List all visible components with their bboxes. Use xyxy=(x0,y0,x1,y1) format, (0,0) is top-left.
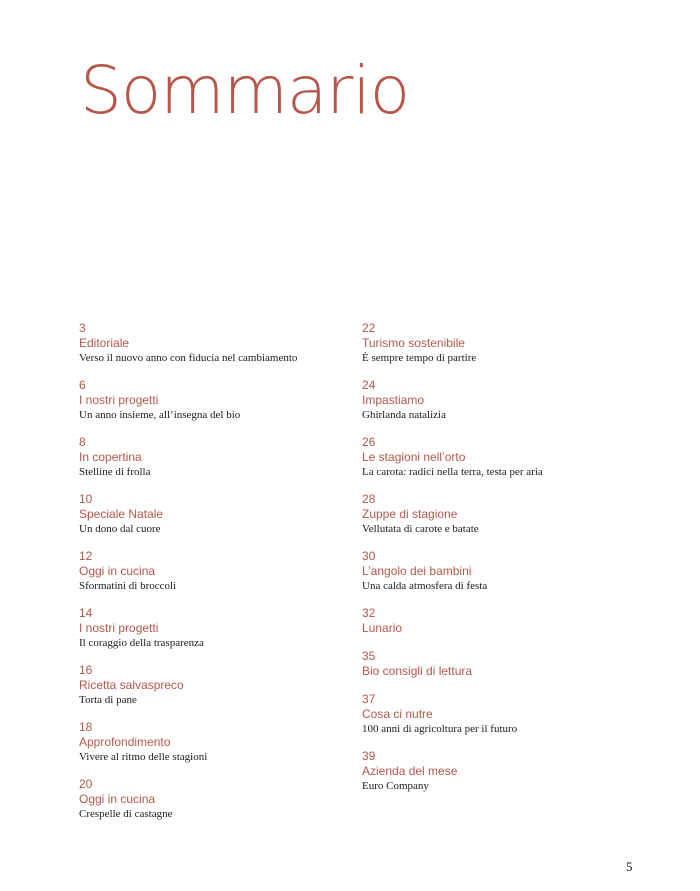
toc-subtitle: Ghirlanda natalizia xyxy=(362,409,446,421)
toc-subtitle: Un dono dal cuore xyxy=(79,523,161,535)
toc-subtitle: Vivere al ritmo delle stagioni xyxy=(79,751,208,763)
toc-subtitle: Crespelle di castagne xyxy=(79,808,173,820)
toc-page-number: 16 xyxy=(79,663,93,677)
toc-section: In copertina xyxy=(79,450,142,464)
toc-subtitle: È sempre tempo di partire xyxy=(362,352,477,364)
toc-page-number: 18 xyxy=(79,720,93,734)
toc-subtitle: Verso il nuovo anno con fiducia nel cambiamento xyxy=(79,352,298,364)
toc-section: Le stagioni nell’orto xyxy=(362,450,466,464)
toc-entry[interactable] xyxy=(79,777,359,821)
toc-section: Lunario xyxy=(362,621,403,635)
toc-subtitle: Vellutata di carote e batate xyxy=(362,523,479,535)
toc-entry[interactable] xyxy=(79,378,359,422)
toc-subtitle: Una calda atmosfera di festa xyxy=(362,580,488,592)
toc-section: Oggi in cucina xyxy=(79,564,156,578)
toc-page-number: 24 xyxy=(362,378,376,392)
toc-section: Oggi in cucina xyxy=(79,792,156,806)
toc-page-number: 35 xyxy=(362,649,376,663)
toc-subtitle: Il coraggio della trasparenza xyxy=(79,637,204,649)
page-title: Sommario xyxy=(80,52,410,129)
toc-entry[interactable] xyxy=(362,749,662,793)
toc-entry[interactable] xyxy=(79,606,359,650)
toc-section: Editoriale xyxy=(79,336,130,350)
toc-entry[interactable] xyxy=(79,492,359,536)
toc-entry[interactable] xyxy=(79,321,359,365)
toc-section: I nostri progetti xyxy=(79,621,159,635)
toc-entry[interactable] xyxy=(79,663,359,707)
toc-page-number: 20 xyxy=(79,777,93,791)
toc-section: I nostri progetti xyxy=(79,393,159,407)
toc-section: Bio consigli di lettura xyxy=(362,664,473,678)
toc-page-number: 3 xyxy=(79,321,86,335)
toc-subtitle: Euro Company xyxy=(362,780,429,792)
toc-entry[interactable] xyxy=(362,321,662,365)
toc-entry[interactable] xyxy=(362,606,662,636)
toc-subtitle: Torta di pane xyxy=(79,694,137,706)
toc-page-number: 6 xyxy=(79,378,86,392)
toc-subtitle: 100 anni di agricoltura per il futuro xyxy=(362,723,518,735)
toc-page-number: 39 xyxy=(362,749,376,763)
toc-page-number: 37 xyxy=(362,692,376,706)
toc-subtitle: Un anno insieme, all’insegna del bio xyxy=(79,409,241,421)
toc-section: Azienda del mese xyxy=(362,764,458,778)
toc-entry[interactable] xyxy=(362,378,662,422)
toc-entry[interactable] xyxy=(79,720,359,764)
toc-section: L’angolo dei bambini xyxy=(362,564,472,578)
page-number: 5 xyxy=(626,859,633,874)
toc-page-number: 28 xyxy=(362,492,376,506)
toc-entry[interactable] xyxy=(79,435,359,479)
toc-subtitle: Sformatini di broccoli xyxy=(79,580,177,592)
toc-entry[interactable] xyxy=(362,649,662,679)
toc-entry[interactable] xyxy=(362,435,662,479)
toc-page-number: 8 xyxy=(79,435,86,449)
toc-page-number: 30 xyxy=(362,549,376,563)
toc-page-number: 32 xyxy=(362,606,376,620)
toc-section: Speciale Natale xyxy=(79,507,164,521)
toc-subtitle: La carota: radici nella terra, testa per aria xyxy=(362,466,543,478)
toc-page-number: 10 xyxy=(79,492,93,506)
toc-section: Cosa ci nutre xyxy=(362,707,433,721)
toc-section: Approfondimento xyxy=(79,735,171,749)
toc-entry[interactable] xyxy=(362,692,662,736)
toc-entry[interactable] xyxy=(362,549,662,593)
toc-page-number: 12 xyxy=(79,549,93,563)
toc-page-number: 14 xyxy=(79,606,93,620)
toc-section: Ricetta salvaspreco xyxy=(79,678,184,692)
toc-page-number: 26 xyxy=(362,435,376,449)
toc-subtitle: Stelline di frolla xyxy=(79,466,151,478)
toc-section: Turismo sostenibile xyxy=(362,336,465,350)
toc-section: Zuppe di stagione xyxy=(362,507,458,521)
toc-section: Impastiamo xyxy=(362,393,425,407)
toc-entry[interactable] xyxy=(362,492,662,536)
toc-entry[interactable] xyxy=(79,549,359,593)
toc-page-number: 22 xyxy=(362,321,376,335)
